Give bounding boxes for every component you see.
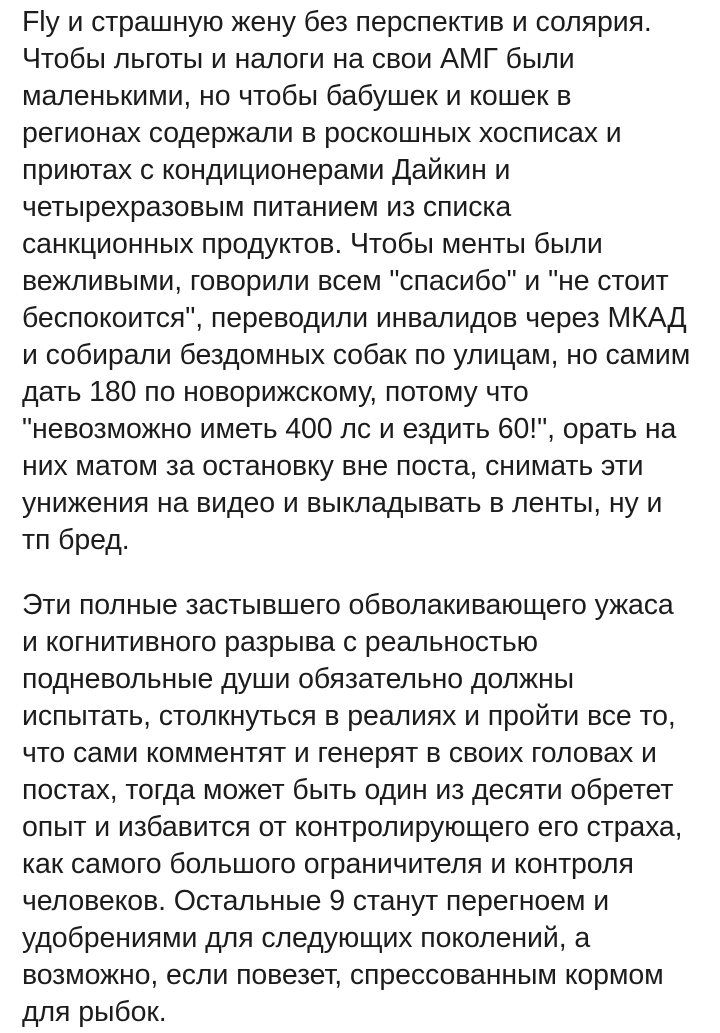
text-line: и собирали бездомных собак по улицам, но самим [22,339,691,371]
text-line: санкционных продуктов. Чтобы менты были [22,228,603,260]
text-line: что сами комментят и генерят в своих головах и [22,737,657,769]
text-line: удобрениями для следующих поколений, а [22,922,591,954]
text-line: испытать, столкнуться в реалиях и пройти все то, [22,700,676,732]
text-line: них матом за остановку вне поста, снимать эти [22,450,644,482]
text-line: постах, тогда может быть один из десяти обретет [22,774,674,806]
text-line: подневольные души обязательно должны [22,663,575,695]
text-line: унижения на видео и выкладывать в ленты, ну и [22,487,663,519]
text-line: возможно, если повезет, спрессованным кормом [22,959,664,991]
text-line: четырехразовым питанием из списка [22,191,512,223]
text-line: приютах с кондиционерами Дайкин и [22,154,511,186]
text-line: регионах содержали в роскошных хосписах и [22,117,622,149]
text-line: человеков. Остальные 9 станут перегноем и [22,885,610,917]
text-line: Чтобы льготы и налоги на свои АМГ были [22,43,575,75]
text-line: для рыбок. [22,996,167,1028]
text-line: маленькими, но чтобы бабушек и кошек в [22,80,572,112]
text-line: Эти полные застывшего обволакивающего ужаса [22,589,674,621]
text-line: опыт и избавится от контролирующего его страха, [22,811,683,843]
text-line: Fly и страшную жену без перспектив и солярия. [22,6,652,38]
text-line: дать 180 по новорижскому, потому что [22,376,529,408]
text-line: вежливыми, говорили всем "спасибо" и "не стоит [22,265,669,297]
text-line: и когнитивного разрыва с реальностью [22,626,538,658]
text-line: тп бред. [22,524,130,556]
text-line: "невозможно иметь 400 лс и ездить 60!", орать на [22,413,677,445]
text-line: беспокоится", переводили инвалидов через МКАД [22,302,687,334]
text-line: как самого большого ограничителя и контроля [22,848,634,880]
